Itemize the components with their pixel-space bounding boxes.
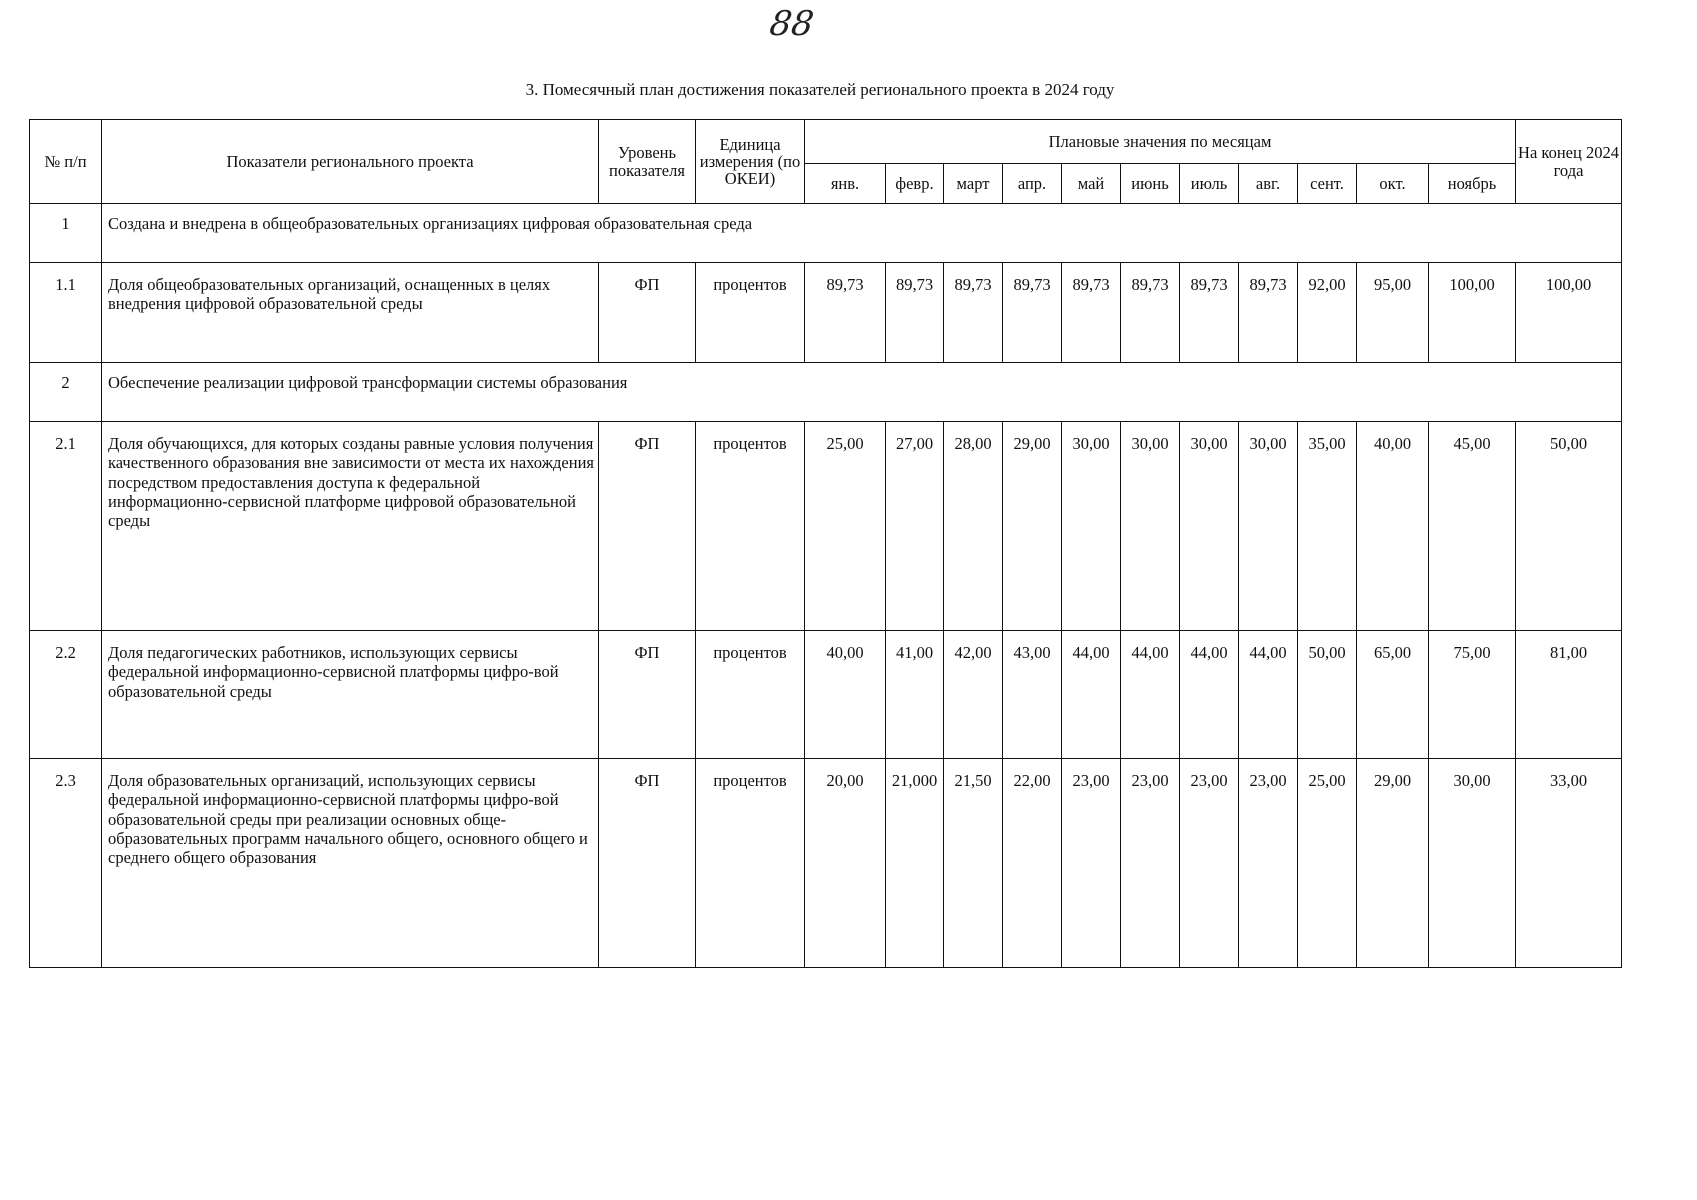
- month-value: 29,00: [1003, 422, 1062, 631]
- month-value: 27,00: [886, 422, 944, 631]
- month-value: 21,50: [944, 759, 1003, 968]
- indicator-unit: процентов: [696, 263, 805, 363]
- indicator-name: Доля образовательных организаций, использующих сервисы федеральной информационно-сервисной платформы цифро-вой образовательной среды при реализации основных обще-образовательных программ начального общего, основного общего и среднего общего образования: [102, 759, 599, 968]
- table-row: [30, 263, 1622, 363]
- section-title: Обеспечение реализации цифровой трансформации системы образования: [102, 363, 1622, 422]
- month-value: 30,00: [1429, 759, 1516, 968]
- indicator-name: Доля обучающихся, для которых созданы равные условия получения качественного образования вне зависимости от места их нахождения посредством предоставления доступа к федеральной информационно-сервисной платформе цифровой образовательной среды: [102, 422, 599, 631]
- month-value: 65,00: [1357, 631, 1429, 759]
- month-value: 89,73: [1180, 263, 1239, 363]
- header-end-of-year: На конец 2024 года: [1516, 120, 1622, 204]
- month-value: 89,73: [1062, 263, 1121, 363]
- month-value: 23,00: [1239, 759, 1298, 968]
- month-value: 25,00: [805, 422, 886, 631]
- month-value: 40,00: [1357, 422, 1429, 631]
- indicator-unit: процентов: [696, 631, 805, 759]
- month-value: 30,00: [1121, 422, 1180, 631]
- end-of-year-value: 33,00: [1516, 759, 1622, 968]
- month-value: 44,00: [1062, 631, 1121, 759]
- month-value: 42,00: [944, 631, 1003, 759]
- month-header: март: [944, 164, 1003, 204]
- row-number: 2.2: [30, 631, 102, 759]
- row-number: 1.1: [30, 263, 102, 363]
- row-number: 2.1: [30, 422, 102, 631]
- indicator-level: ФП: [599, 631, 696, 759]
- month-header: ноябрь: [1429, 164, 1516, 204]
- end-of-year-value: 50,00: [1516, 422, 1622, 631]
- month-value: 30,00: [1180, 422, 1239, 631]
- month-value: 23,00: [1062, 759, 1121, 968]
- month-value: 30,00: [1062, 422, 1121, 631]
- month-value: 23,00: [1180, 759, 1239, 968]
- section-number: 1: [30, 204, 102, 263]
- handwritten-page-number: 88: [767, 4, 817, 44]
- month-value: 89,73: [1121, 263, 1180, 363]
- indicator-name: Доля педагогических работников, использующих сервисы федеральной информационно-сервисной платформы цифро-вой образовательной среды: [102, 631, 599, 759]
- month-value: 75,00: [1429, 631, 1516, 759]
- document-title: 3. Помесячный план достижения показателей регионального проекта в 2024 году: [525, 80, 1115, 99]
- end-of-year-value: 81,00: [1516, 631, 1622, 759]
- month-value: 20,00: [805, 759, 886, 968]
- month-value: 95,00: [1357, 263, 1429, 363]
- indicator-level: ФП: [599, 759, 696, 968]
- month-header: апр.: [1003, 164, 1062, 204]
- header-num: № п/п: [30, 120, 102, 204]
- month-header: июль: [1180, 164, 1239, 204]
- header-planned-values: Плановые значения по месяцам: [805, 120, 1516, 164]
- indicator-level: ФП: [599, 422, 696, 631]
- month-value: 23,00: [1121, 759, 1180, 968]
- indicator-unit: процентов: [696, 422, 805, 631]
- month-value: 41,00: [886, 631, 944, 759]
- header-unit: Единица измерения (по ОКЕИ): [696, 120, 805, 204]
- month-value: 44,00: [1239, 631, 1298, 759]
- month-value: 89,73: [886, 263, 944, 363]
- month-header: сент.: [1298, 164, 1357, 204]
- indicator-level: ФП: [599, 263, 696, 363]
- month-header: февр.: [886, 164, 944, 204]
- month-value: 40,00: [805, 631, 886, 759]
- indicator-unit: процентов: [696, 759, 805, 968]
- section-row: [30, 363, 1622, 422]
- month-value: 89,73: [1003, 263, 1062, 363]
- table-row: [30, 631, 1622, 759]
- month-value: 22,00: [1003, 759, 1062, 968]
- section-title: Создана и внедрена в общеобразовательных организациях цифровая образовательная среда: [102, 204, 1622, 263]
- end-of-year-value: 100,00: [1516, 263, 1622, 363]
- table-row: [30, 759, 1622, 968]
- month-value: 43,00: [1003, 631, 1062, 759]
- month-value: 35,00: [1298, 422, 1357, 631]
- month-value: 30,00: [1239, 422, 1298, 631]
- month-value: 45,00: [1429, 422, 1516, 631]
- month-header: янв.: [805, 164, 886, 204]
- month-header: май: [1062, 164, 1121, 204]
- row-number: 2.3: [30, 759, 102, 968]
- indicator-name: Доля общеобразовательных организаций, оснащенных в целях внедрения цифровой образовательной среды: [102, 263, 599, 363]
- month-value: 29,00: [1357, 759, 1429, 968]
- month-value: 89,73: [944, 263, 1003, 363]
- month-value: 21,000: [886, 759, 944, 968]
- month-value: 44,00: [1121, 631, 1180, 759]
- month-value: 44,00: [1180, 631, 1239, 759]
- section-row: [30, 204, 1622, 263]
- month-value: 100,00: [1429, 263, 1516, 363]
- month-header: окт.: [1357, 164, 1429, 204]
- month-header: июнь: [1121, 164, 1180, 204]
- header-level: Уровень показателя: [599, 120, 696, 204]
- table-row: [30, 422, 1622, 631]
- monthly-plan-table: [29, 119, 1622, 968]
- month-value: 89,73: [805, 263, 886, 363]
- section-number: 2: [30, 363, 102, 422]
- month-value: 50,00: [1298, 631, 1357, 759]
- month-value: 28,00: [944, 422, 1003, 631]
- header-indicator: Показатели регионального проекта: [102, 120, 599, 204]
- month-value: 25,00: [1298, 759, 1357, 968]
- month-value: 89,73: [1239, 263, 1298, 363]
- month-value: 92,00: [1298, 263, 1357, 363]
- month-header: авг.: [1239, 164, 1298, 204]
